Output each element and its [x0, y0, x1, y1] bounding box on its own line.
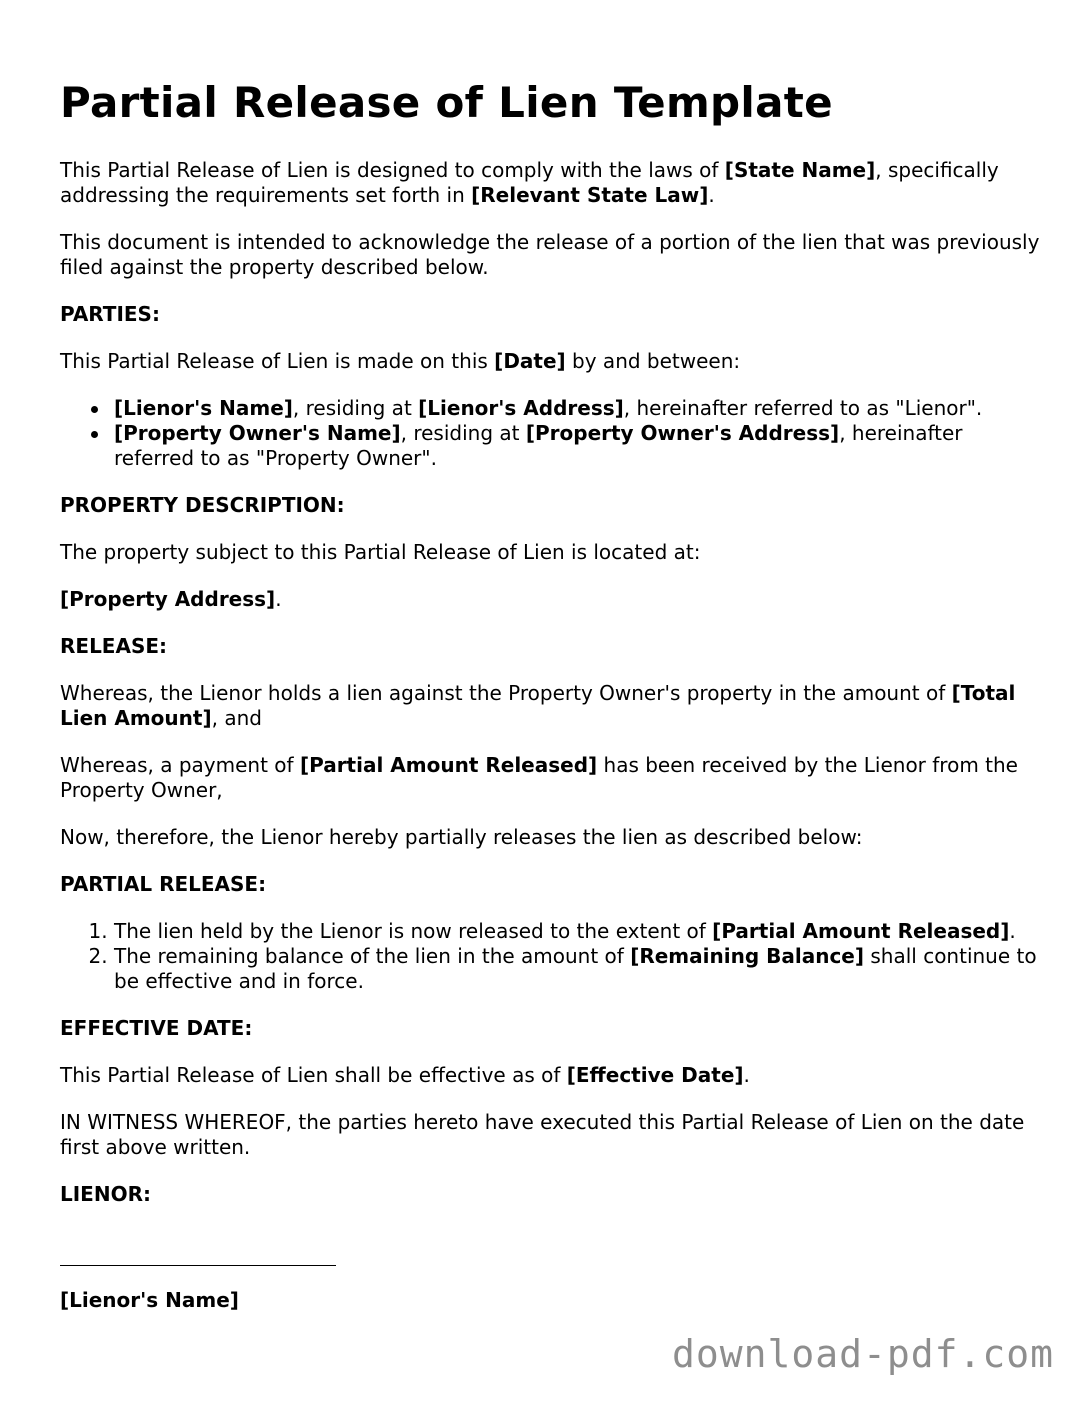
document-title: Partial Release of Lien Template [60, 78, 833, 127]
date-placeholder: [Date] [494, 349, 566, 373]
list-text: shall continue to be effective and in force. [114, 944, 1037, 993]
party-item-lienor [114, 396, 1040, 421]
state-law-placeholder: [Relevant State Law] [471, 183, 709, 207]
property-heading: PROPERTY DESCRIPTION: [60, 493, 345, 517]
effective-date-heading: EFFECTIVE DATE: [60, 1016, 253, 1040]
intro-paragraph-2: This document is intended to acknowledge the release of a portion of the lien that was previously filed against the property described below. [60, 230, 1040, 279]
partial-release-item [114, 944, 1040, 994]
total-lien-amount-placeholder: [Total Lien Amount] [60, 681, 1016, 730]
party-item-owner [114, 421, 1040, 471]
owner-address-placeholder: [Property Owner's Address] [525, 421, 840, 445]
party-text: , hereinafter referred to as "Property Owner". [114, 421, 963, 470]
intro-text: , specifically addressing the requirements set forth in [60, 158, 999, 207]
release-paragraph-2 [60, 753, 1040, 803]
lienor-signature-name: [Lienor's Name] [60, 1288, 239, 1312]
release-text: , and [211, 706, 262, 730]
party-text: , hereinafter referred to as "Lienor". [623, 396, 983, 420]
parties-heading: PARTIES: [60, 302, 160, 326]
effective-text: . [743, 1063, 750, 1087]
lienor-name-placeholder: [Lienor's Name] [114, 396, 293, 420]
signature-line [60, 1241, 336, 1266]
release-text: Whereas, the Lienor holds a lien against the Property Owner's property in the amount of [60, 681, 952, 705]
document-page [60, 0, 1040, 1313]
intro-text: This Partial Release of Lien is designed to comply with the laws of [60, 158, 725, 182]
release-text: has been received by the Lienor from the Property Owner, [60, 753, 1018, 802]
partial-release-item [114, 919, 1040, 944]
owner-name-placeholder: [Property Owner's Name] [114, 421, 401, 445]
property-address-placeholder: [Property Address] [60, 587, 276, 611]
property-address-line [60, 587, 1040, 612]
remaining-balance-placeholder: [Remaining Balance] [630, 944, 865, 968]
parties-text: by and between: [565, 349, 741, 373]
lienor-address-placeholder: [Lienor's Address] [418, 396, 624, 420]
effective-date-placeholder: [Effective Date] [566, 1063, 744, 1087]
lienor-signature-heading: LIENOR: [60, 1182, 151, 1206]
intro-paragraph-1 [60, 158, 1040, 208]
property-text-tail: . [275, 587, 282, 611]
parties-intro [60, 349, 1040, 374]
effective-date-text [60, 1063, 1040, 1088]
property-text: The property subject to this Partial Release of Lien is located at: [60, 540, 701, 564]
intro-text: . [708, 183, 715, 207]
release-paragraph-3: Now, therefore, the Lienor hereby partially releases the lien as described below: [60, 825, 863, 849]
effective-text: This Partial Release of Lien shall be effective as of [60, 1063, 567, 1087]
partial-release-list [60, 919, 1040, 994]
watermark-text: download-pdf.com [671, 1332, 1054, 1376]
parties-text: This Partial Release of Lien is made on this [60, 349, 495, 373]
partial-release-heading: PARTIAL RELEASE: [60, 872, 267, 896]
witness-paragraph: IN WITNESS WHEREOF, the parties hereto have executed this Partial Release of Lien on the date first above written. [60, 1110, 1025, 1159]
party-text: , residing at [400, 421, 526, 445]
partial-amount-placeholder: [Partial Amount Released] [712, 919, 1010, 943]
list-text: The remaining balance of the lien in the amount of [114, 944, 631, 968]
list-text: . [1009, 919, 1016, 943]
list-text: The lien held by the Lienor is now released to the extent of [114, 919, 713, 943]
parties-list [60, 396, 1040, 471]
release-heading: RELEASE: [60, 634, 168, 658]
state-name-placeholder: [State Name] [724, 158, 876, 182]
release-text: Whereas, a payment of [60, 753, 300, 777]
partial-amount-placeholder: [Partial Amount Released] [299, 753, 598, 777]
release-paragraph-1 [60, 681, 1040, 731]
party-text: , residing at [292, 396, 419, 420]
